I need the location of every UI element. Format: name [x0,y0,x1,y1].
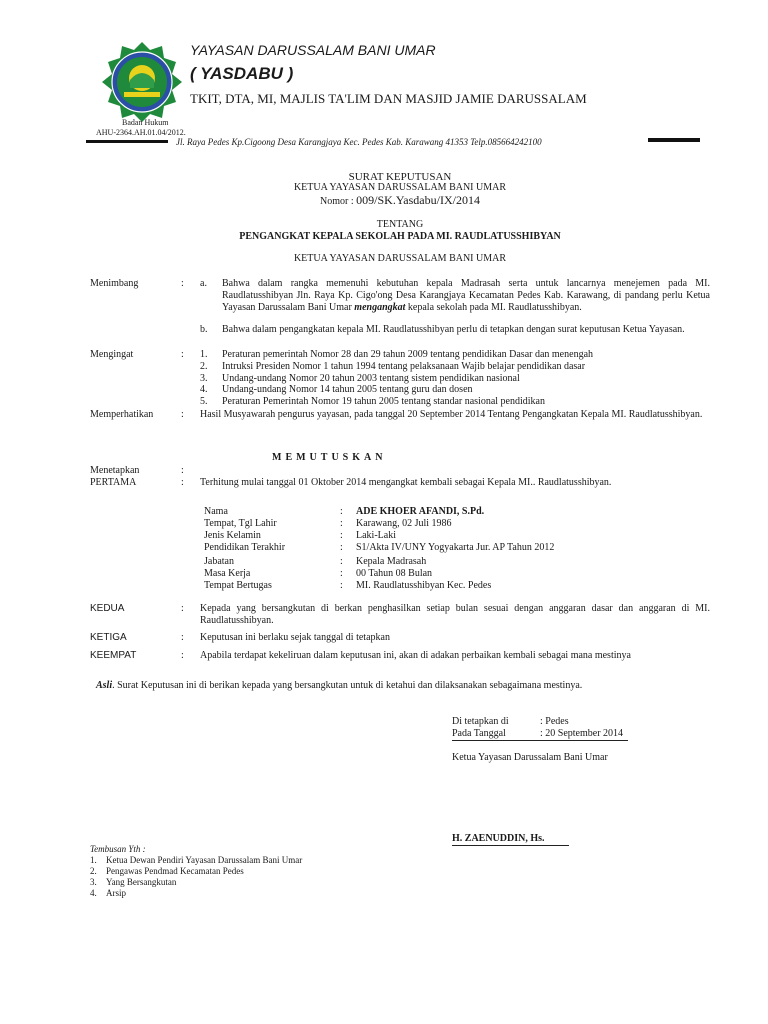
mengingat-colon: : [181,349,184,360]
mengingat-item: Intruksi Presiden Nomor 1 tahun 1994 tentang pelaksanaan Wajib belajar pendidikan dasar [222,361,586,372]
document-number [90,193,710,208]
letterhead-rule-left [86,140,168,143]
mengingat-marker: 3. [200,373,208,384]
detail-value: Laki-Laki [356,530,396,541]
mengingat-item: Undang-undang Nomor 14 tahun 2005 tentang guru dan dosen [222,384,473,395]
badan-hukum-label: Badan Hukum [122,118,169,127]
ketiga-label: KETIGA [90,632,127,643]
tembusan-item: Ketua Dewan Pendiri Yayasan Darussalam Bani Umar [106,855,303,865]
org-address: Jl. Raya Pedes Kp.Cigoong Desa Karangjaya Kec. Pedes Kab. Karawang 41353 Telp.085664242100 [176,137,542,147]
menetapkan-colon: : [181,465,184,476]
asli-text: . Surat Keputusan ini di berikan kepada yang bersangkutan untuk di ketahui dan dilaksanakan sebagaimana mestinya. [112,680,583,691]
mengingat-marker: 4. [200,384,208,395]
memutuskan-heading: MEMUTUSKAN [272,452,387,463]
menimbang-a-emphasis: mengangkat [354,302,406,313]
detail-label: Jenis Kelamin [204,530,261,541]
menimbang-marker-b: b. [200,324,208,335]
nomor-label: Nomor : [320,196,357,207]
mengingat-label: Mengingat [90,349,134,360]
memperhatikan-colon: : [181,409,184,420]
pertama-text: Terhitung mulai tanggal 01 Oktober 2014 mengangkat kembali sebagai Kepala MI.. Raudlatusshibyan. [200,477,612,488]
document-issuer-heading: KETUA YAYASAN DARUSSALAM BANI UMAR [293,253,507,264]
tembusan-title: Tembusan Yth : [90,844,146,854]
detail-label: Tempat Bertugas [204,580,272,591]
tembusan-marker: 2. [90,866,97,876]
tanggal-underline [452,740,628,741]
ketiga-colon: : [181,632,184,643]
kedua-text: Kepada yang bersangkutan di berkan penghasilkan setiap bulan sesuai dengan anggaran dasar dan anggaran di MI. Raudlatusshibyan. [200,603,710,626]
detail-value: 00 Tahun 08 Bulan [356,568,433,579]
menimbang-a-text: Bahwa dalam rangka memenuhi kebutuhan kepala Madrasah serta untuk lancarnya menejemen pada MI. Raudlatusshibyan Jln. Raya Kp. Cigo'ong Desa Karangjaya Kecamatan Pedes Kab. Karawang, di pandang perlu Ketua Yayasan Darussalam Bani Umar [222,278,710,313]
mengingat-item: Peraturan pemerintah Nomor 28 dan 29 tahun 2009 tentang pendidikan Dasar dan menengah [222,349,594,360]
organization-logo [100,40,184,124]
mengingat-item: Peraturan Pemerintah Nomor 19 tahun 2005 tentang standar nasional pendidikan [222,396,545,407]
detail-colon: : [340,518,343,529]
signatory-name-underline [452,845,569,846]
detail-colon: : [340,580,343,591]
pertama-colon: : [181,477,184,488]
tembusan-item: Yang Bersangkutan [106,877,177,887]
menimbang-marker-a: a. [200,278,207,289]
detail-colon: : [340,568,343,579]
ketiga-text: Keputusan ini berlaku sejak tanggal di tetapkan [200,632,390,643]
asli-paragraph [90,680,710,692]
mengingat-marker: 2. [200,361,208,372]
tembusan-item: Arsip [106,888,126,898]
menimbang-item-b: Bahwa dalam pengangkatan kepala MI. Raudlatusshibyan perlu di tetapkan dengan surat keputusan Ketua Yayasan. [222,324,685,335]
detail-label: Jabatan [204,556,234,567]
menimbang-label: Menimbang [90,278,139,289]
document-subject: PENGANGKAT KEPALA SEKOLAH PADA MI. RAUDLATUSSHIBYAN [239,231,561,242]
ahu-number: AHU-2364.AH.01.04/2012. [96,128,186,137]
detail-value: S1/Akta IV/UNY Yogyakarta Jur. AP Tahun 2012 [356,542,555,553]
tembusan-item: Pengawas Pendmad Kecamatan Pedes [106,866,244,876]
keempat-text: Apabila terdapat kekeliruan dalam keputusan ini, akan di adakan perbaikan kembali sebagai mana mestinya [200,650,631,661]
detail-colon: : [340,506,343,517]
detail-label: Masa Kerja [204,568,251,579]
menimbang-item-a [222,278,710,314]
letterhead-rule-right [648,138,700,142]
detail-label: Nama [204,506,228,517]
detail-colon: : [340,542,343,553]
pertama-label: PERTAMA [90,477,137,488]
asli-label: Asli [96,680,113,691]
detail-value: Karawang, 02 Juli 1986 [356,518,452,529]
detail-colon: : [340,530,343,541]
menimbang-a-text-end: kepala sekolah pada MI. Raudlatusshibyan. [405,302,582,313]
memperhatikan-text: Hasil Musyawarah pengurus yayasan, pada tanggal 20 September 2014 Tentang Pengangkatan Kepala MI. Raudlatusshibyan. [200,409,703,420]
document-title: SURAT KEPUTUSAN [348,171,452,183]
detail-label: Pendidikan Terakhir [204,542,286,553]
memperhatikan-label: Memperhatikan [90,409,154,420]
ditetapkan-label: Di tetapkan di [452,716,509,727]
org-units: TKIT, DTA, MI, MAJLIS TA'LIM DAN MASJID JAMIE DARUSSALAM [190,91,587,106]
detail-label: Tempat, Tgl Lahir [204,518,277,529]
nomor-value: 009/SK.Yasdabu/IX/2014 [356,193,480,207]
tanggal-label: Pada Tanggal [452,728,506,739]
org-name: YAYASAN DARUSSALAM BANI UMAR [190,42,436,58]
menimbang-colon: : [181,278,184,289]
tembusan-marker: 4. [90,888,97,898]
kedua-label: KEDUA [90,603,125,614]
mengingat-marker: 1. [200,349,208,360]
tembusan-marker: 1. [90,855,97,865]
detail-value-name: ADE KHOER AFANDI, S.Pd. [356,506,485,517]
tanggal-value: : 20 September 2014 [540,728,624,739]
mengingat-item: Undang-undang Nomor 20 tahun 2003 tentang sistem pendidikan nasional [222,373,520,384]
menetapkan-label: Menetapkan [90,465,140,476]
detail-colon: : [340,556,343,567]
mengingat-marker: 5. [200,396,208,407]
signatory-position: Ketua Yayasan Darussalam Bani Umar [452,752,608,763]
keempat-colon: : [181,650,184,661]
org-abbreviation: ( YASDABU ) [190,64,294,83]
keempat-label: KEEMPAT [90,650,137,661]
tembusan-marker: 3. [90,877,97,887]
tentang-heading: TENTANG [376,219,424,230]
signatory-name: H. ZAENUDDIN, Hs. [452,833,545,844]
kedua-colon: : [181,603,184,614]
detail-value: Kepala Madrasah [356,556,427,567]
detail-value: MI. Raudlatusshibyan Kec. Pedes [356,580,492,591]
document-subtitle: KETUA YAYASAN DARUSSALAM BANI UMAR [293,182,507,193]
ditetapkan-value: : Pedes [540,716,569,727]
